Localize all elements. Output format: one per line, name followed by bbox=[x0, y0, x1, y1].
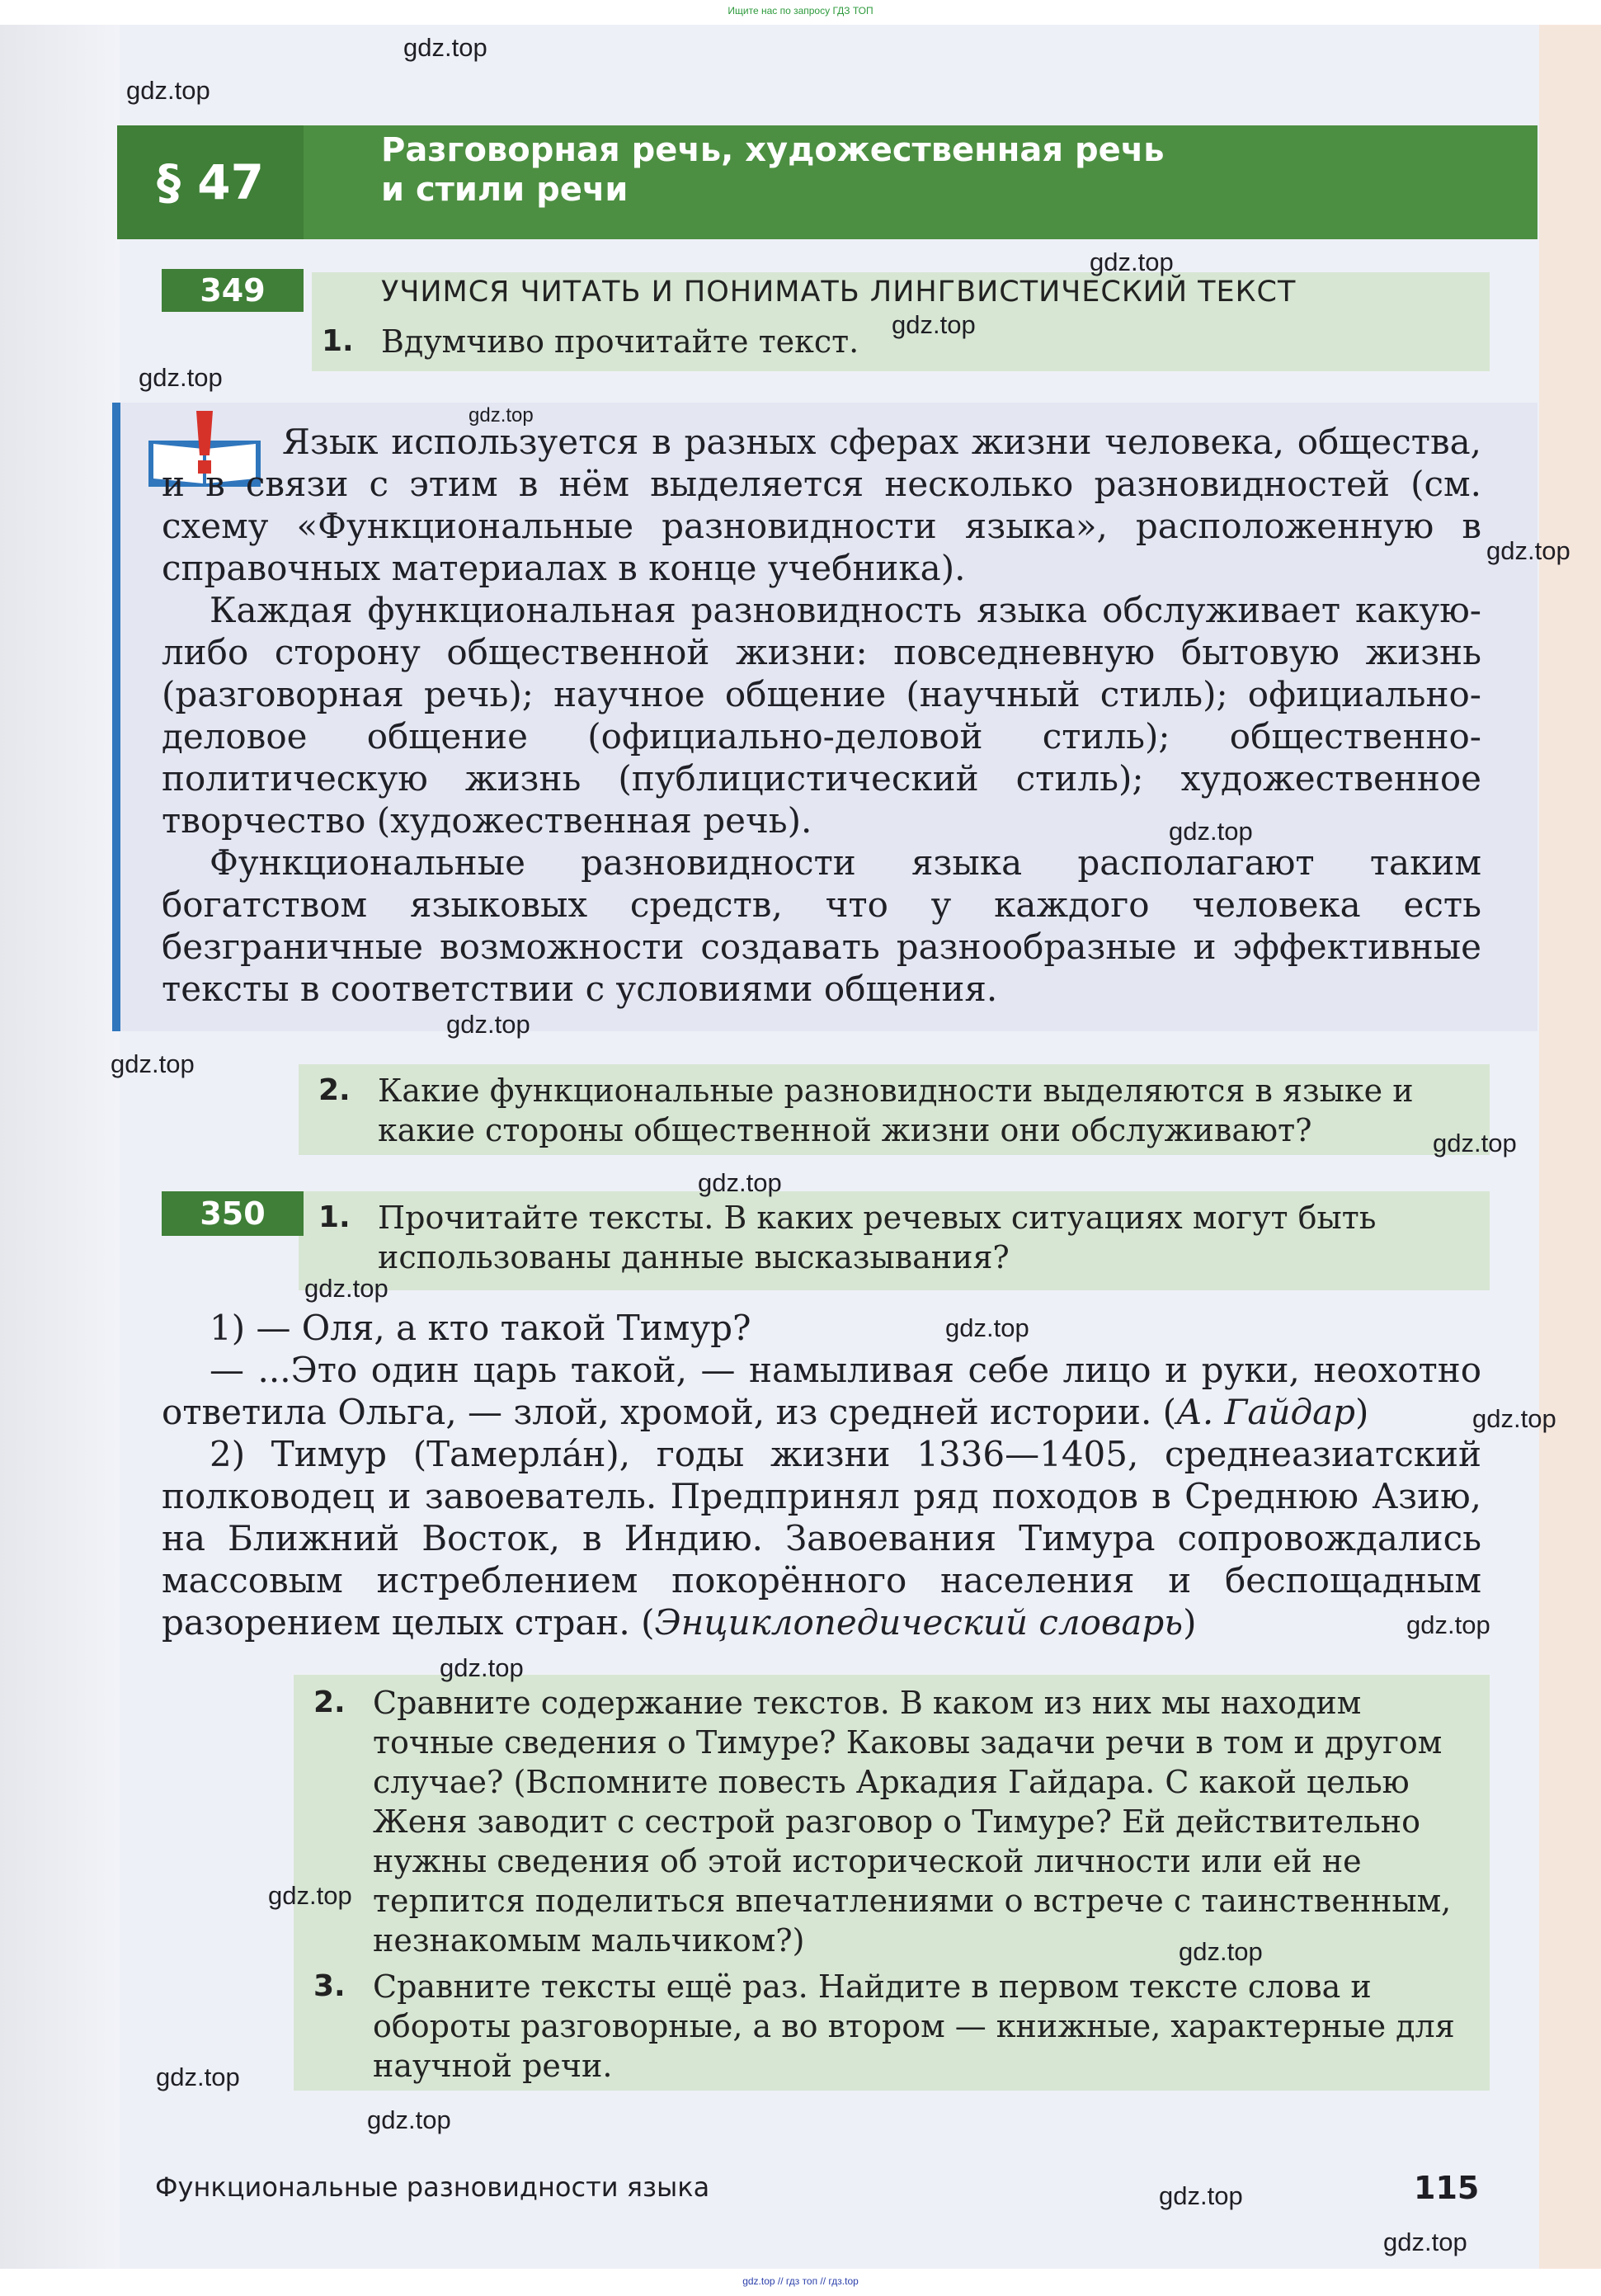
text-1-line-2 bbox=[162, 1349, 1481, 1433]
task-text: Сравните тексты ещё раз. Найдите в первом тексте слова и обороты разговорные, а во втором — книжные, характерные для научной речи. bbox=[373, 1968, 1455, 2084]
page-binding-shadow bbox=[0, 25, 120, 2269]
watermark: gdz.top bbox=[945, 1313, 1029, 1342]
task-text: Вдумчиво прочитайте текст. bbox=[381, 323, 859, 360]
watermark: gdz.top bbox=[1383, 2228, 1467, 2256]
watermark: gdz.top bbox=[126, 76, 210, 105]
exercise-350-task-1 bbox=[318, 1198, 1473, 1277]
exercise-349-number: 349 bbox=[162, 269, 304, 312]
watermark: gdz.top bbox=[156, 2063, 240, 2091]
text-1-source: А. Гайдар bbox=[1176, 1392, 1355, 1432]
theory-paragraph-3: Функциональные разновидности языка располагают таким богатством языковых средств, что у каждого человека есть безграничные возможности создавать разнообразные и эффективные тексты в соответствии с условиями общения. bbox=[162, 842, 1481, 1009]
watermark: gdz.top bbox=[440, 1653, 524, 1682]
exercise-349-task-2 bbox=[318, 1071, 1473, 1150]
watermark: gdz.top bbox=[268, 1881, 352, 1910]
task-number: 1. bbox=[322, 324, 354, 358]
watermark: gdz.top bbox=[1406, 1610, 1490, 1639]
section-title-line2: и стили речи bbox=[381, 171, 629, 209]
task-number: 1. bbox=[318, 1200, 351, 1234]
watermark: gdz.top bbox=[892, 310, 976, 339]
watermark: gdz.top bbox=[446, 1010, 530, 1039]
task-text: Сравните содержание текстов. В каком из них мы находим точные сведения о Тимуре? Каковы задачи речи в том и другом случае? (Вспомните повесть Аркадия Гайдара. С какой целью Женя заводит с сестрой разговор о Тимуре? Ей действительно нужны сведения об этой исторической личности или ей не терпится поделиться впечатлениями о встрече с таинственным, незнакомым мальчиком?) bbox=[373, 1685, 1452, 1959]
text-2-body: 2) Тимур (Тамерла́н), годы жизни 1336—1405, среднеазиатский полководец и завоеватель. Предпринял ряд походов в Среднюю Азию, на Ближний Восток, в Индию. Завоевания Тимура сопровождались массовым истреблением покорённого населения и беспощадным разорением целых стран. ( bbox=[162, 1434, 1481, 1643]
watermark: gdz.top bbox=[403, 33, 487, 62]
watermark: gdz.top bbox=[1179, 1937, 1263, 1966]
watermark: gdz.top bbox=[1169, 817, 1253, 846]
watermark: gdz.top bbox=[1486, 536, 1570, 565]
task-number: 2. bbox=[318, 1073, 351, 1107]
exercise-350-task-3 bbox=[313, 1967, 1476, 2086]
watermark: gdz.top bbox=[139, 363, 223, 392]
theory-paragraph-2: Каждая функциональная разновидность языка обслуживает какую-либо сторону общественной жизни: повседневную бытовую жизнь (разговорная речь); научное общение (научный стиль); официально-деловое общение (официально-деловой стиль); общественно-политическую жизнь (публицистический стиль); художественное творчество (художественная речь). bbox=[162, 590, 1481, 841]
theory-box-accent-bar bbox=[112, 403, 120, 1031]
footer-note[interactable]: gdz.top // гдз топ // гдз.top bbox=[742, 2275, 859, 2287]
exercise-350-texts bbox=[162, 1307, 1481, 1643]
watermark: gdz.top bbox=[1090, 248, 1174, 276]
text-2-close: ) bbox=[1183, 1602, 1197, 1643]
watermark: gdz.top bbox=[367, 2105, 451, 2134]
section-title-line1: Разговорная речь, художественная речь bbox=[381, 131, 1165, 169]
task-text: Прочитайте тексты. В каких речевых ситуациях могут быть использованы данные высказывания? bbox=[378, 1200, 1377, 1275]
header-note[interactable]: Ищите нас по запросу ГДЗ ТОП bbox=[728, 5, 873, 17]
exercise-349-band-title: УЧИМСЯ ЧИТАТЬ И ПОНИМАТЬ ЛИНГВИСТИЧЕСКИЙ ТЕКСТ bbox=[381, 276, 1297, 309]
footer-chapter-title: Функциональные разновидности языка bbox=[155, 2171, 710, 2203]
watermark: gdz.top bbox=[304, 1274, 388, 1303]
watermark: gdz.top bbox=[1159, 2181, 1243, 2210]
watermark: gdz.top bbox=[469, 404, 534, 427]
text-1-line-1: 1) — Оля, а кто такой Тимур? bbox=[210, 1308, 751, 1348]
exercise-350-task-2 bbox=[313, 1683, 1476, 1960]
watermark: gdz.top bbox=[1433, 1129, 1517, 1157]
task-text: Какие функциональные разновидности выделяются в языке и какие стороны общественной жизни они обслуживают? bbox=[378, 1073, 1414, 1148]
theory-paragraph-1: Язык используется в разных сферах жизни человека, общества, и в связи с этим в нём выделяется несколько разновидностей (см. схему «Функциональные разновидности языка», расположенную в справочных материалах в конце учебника). bbox=[162, 422, 1481, 588]
task-number: 3. bbox=[313, 1969, 346, 2003]
text-1-quote: — ...Это один царь такой, — намыливая себе лицо и руки, неохотно ответила Ольга, — злой, хромой, из средней истории. ( bbox=[162, 1350, 1481, 1432]
watermark: gdz.top bbox=[1472, 1404, 1556, 1433]
task-number: 2. bbox=[313, 1685, 346, 1719]
text-2 bbox=[162, 1433, 1481, 1643]
watermark: gdz.top bbox=[111, 1049, 195, 1078]
watermark: gdz.top bbox=[698, 1168, 782, 1197]
page-number: 115 bbox=[1414, 2170, 1480, 2206]
section-number: § 47 bbox=[117, 125, 304, 239]
page-edge bbox=[1539, 25, 1601, 2269]
text-2-source: Энциклопедический словарь bbox=[654, 1602, 1184, 1643]
section-title bbox=[381, 130, 1453, 210]
text-1-close: ) bbox=[1355, 1392, 1369, 1432]
exercise-350-number: 350 bbox=[162, 1191, 304, 1236]
theory-text bbox=[162, 421, 1481, 1010]
